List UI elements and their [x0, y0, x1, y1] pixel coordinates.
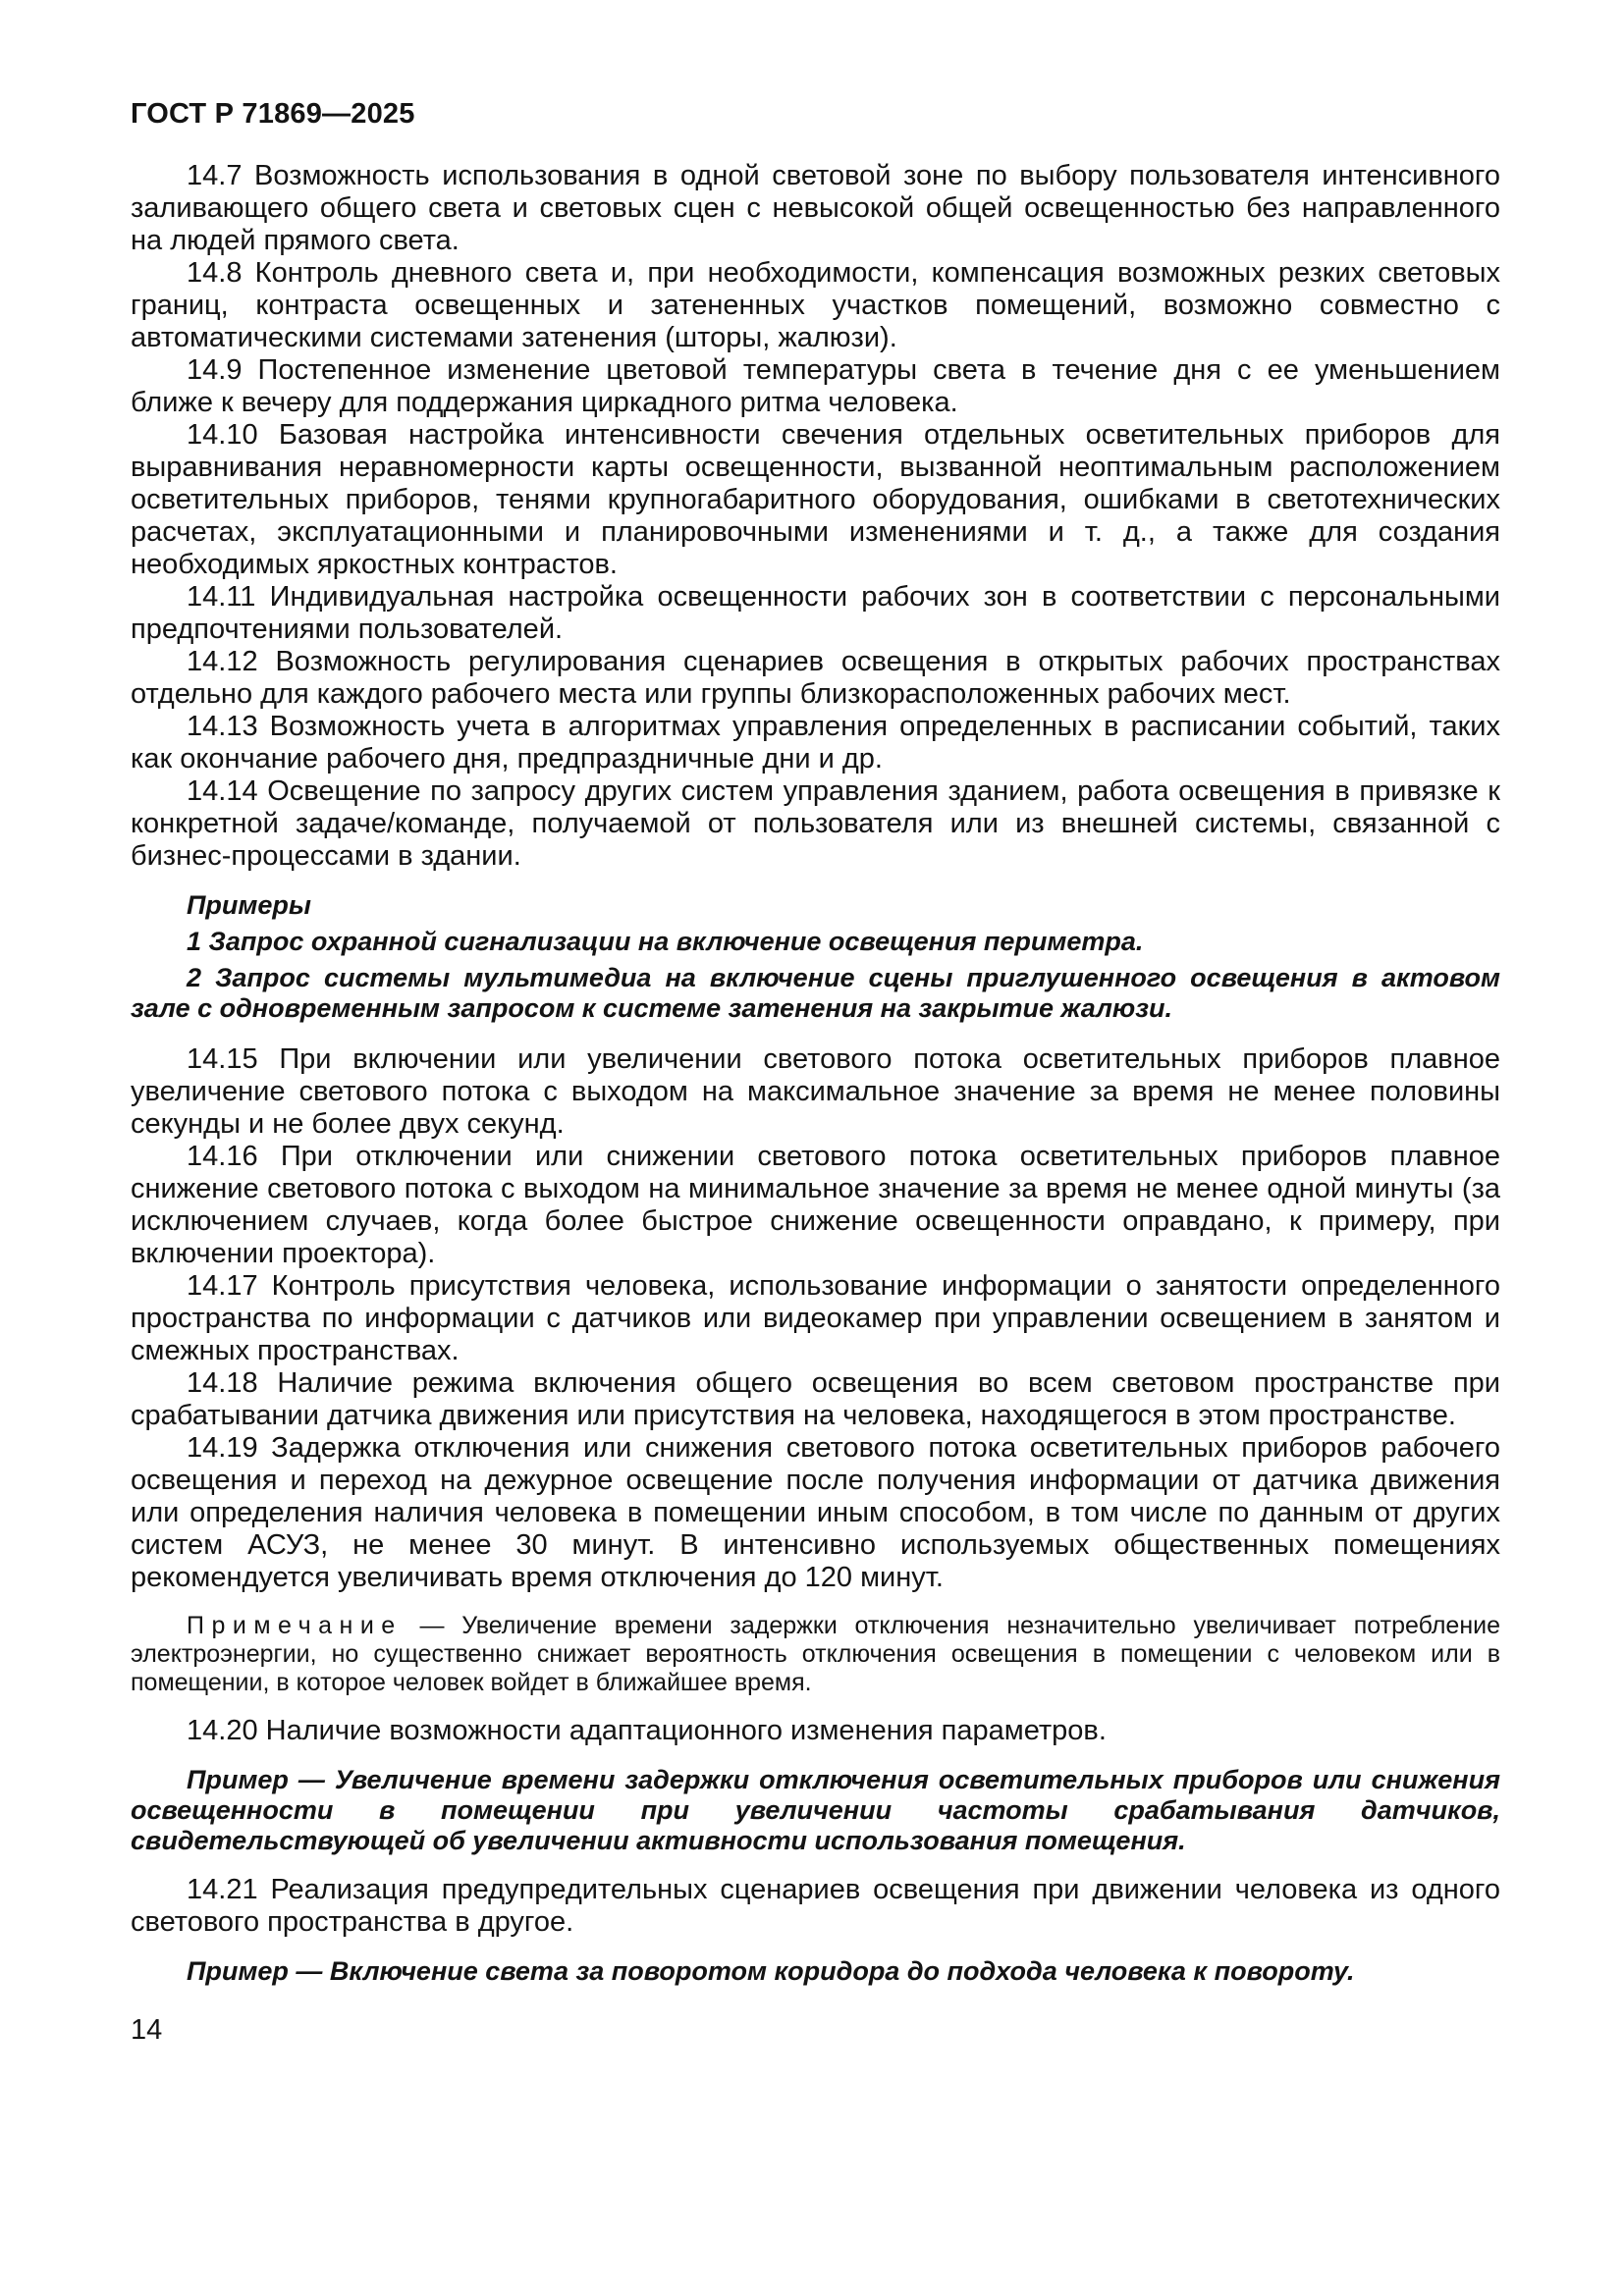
clause-14-14: 14.14 Освещение по запросу других систем управления зданием, работа освещения в привязке к конкретной задаче/команде, получаемой от пользователя или из внешней системы, связанной с бизнес-процессами в здании. [131, 775, 1500, 872]
clause-14-9: 14.9 Постепенное изменение цветовой температуры света в течение дня с ее уменьшением ближе к вечеру для поддержания циркадного ритма человека. [131, 354, 1500, 418]
clause-14-21: 14.21 Реализация предупредительных сценариев освещения при движении человека из одного светового пространства в другое. [131, 1874, 1500, 1938]
note-label: Примечание [187, 1612, 403, 1639]
examples-heading: Примеры [187, 890, 311, 920]
clause-14-7: 14.7 Возможность использования в одной световой зоне по выбору пользователя интенсивного заливающего общего света и световых сцен с невысокой общей освещенностью без направленного на людей прямого света. [131, 160, 1500, 256]
example-item-2: 2 Запрос системы мультимедиа на включение сцены приглушенного освещения в актовом зале с одновременным запросом к системе затенения на закрытие жалюзи. [131, 963, 1500, 1023]
clause-14-15: 14.15 При включении или увеличении светового потока осветительных приборов плавное увеличение светового потока с выходом на максимальное значение за время не менее половины секунды и не более двух секунд. [131, 1043, 1500, 1140]
clause-14-13: 14.13 Возможность учета в алгоритмах управления определенных в расписании событий, таких как окончание рабочего дня, предпраздничные дни и др. [131, 711, 1500, 774]
example-14-20: Пример — Увеличение времени задержки отключения осветительных приборов или снижения освещенности в помещении при увеличении частоты срабатывания датчиков, свидетельствующей об увеличении активности использования помещения. [131, 1765, 1500, 1855]
clause-14-12: 14.12 Возможность регулирования сценариев освещения в открытых рабочих пространствах отдельно для каждого рабочего места или группы близкорасположенных рабочих мест. [131, 646, 1500, 710]
example-item-1: 1 Запрос охранной сигнализации на включение освещения периметра. [187, 927, 1144, 956]
note-text: — Увеличение времени задержки отключения незначительно увеличивает потребление электроэнергии, но существенно снижает вероятность отключения освещения в помещении с человеком или в помещении, в которое человек войдет в ближайшее время. [131, 1612, 1500, 1696]
clause-14-8: 14.8 Контроль дневного света и, при необходимости, компенсация возможных резких световых границ, контраста освещенных и затененных участков помещений, возможно совместно с автоматическими системами затенения (шторы, жалюзи). [131, 257, 1500, 353]
clause-14-16: 14.16 При отключении или снижении светового потока осветительных приборов плавное снижение светового потока с выходом на минимальное значение за время не менее одной минуты (за исключением случаев, когда более быстрое снижение освещенности оправдано, к примеру, при включении проектора). [131, 1141, 1500, 1269]
clause-14-18: 14.18 Наличие режима включения общего освещения во всем световом пространстве при срабатывании датчика движения или присутствия на человека, находящегося в этом пространстве. [131, 1367, 1500, 1431]
clause-14-20: 14.20 Наличие возможности адаптационного изменения параметров. [187, 1715, 1107, 1746]
example-14-21: Пример — Включение света за поворотом коридора до подхода человека к повороту. [187, 1956, 1355, 1986]
clause-14-10: 14.10 Базовая настройка интенсивности свечения отдельных осветительных приборов для выравнивания неравномерности карты освещенности, вызванной неоптимальным расположением осветительных приборов, тенями крупногабаритного оборудования, ошибками в светотехнических расчетах, эксплуатационными и планировочными изменениями и т. д., а также для создания необходимых яркостных контрастов. [131, 419, 1500, 580]
clause-14-11: 14.11 Индивидуальная настройка освещенности рабочих зон в соответствии с персональными предпочтениями пользователей. [131, 581, 1500, 645]
document-body [131, 160, 1500, 1987]
clause-14-17: 14.17 Контроль присутствия человека, использование информации о занятости определенного пространства по информации с датчиков или видеокамер при управлении освещением в занятом и смежных пространствах. [131, 1270, 1500, 1366]
page-number: 14 [131, 2014, 163, 2046]
clause-14-19: 14.19 Задержка отключения или снижения светового потока осветительных приборов рабочего освещения и переход на дежурное освещение после получения информации от датчика движения или определения наличия человека в помещении иным способом, в том числе по данным от других систем АСУЗ, не менее 30 минут. В интенсивно используемых общественных помещениях рекомендуется увеличивать время отключения до 120 минут. [131, 1432, 1500, 1593]
standard-designation: ГОСТ Р 71869—2025 [131, 98, 415, 130]
note [131, 1612, 1500, 1697]
